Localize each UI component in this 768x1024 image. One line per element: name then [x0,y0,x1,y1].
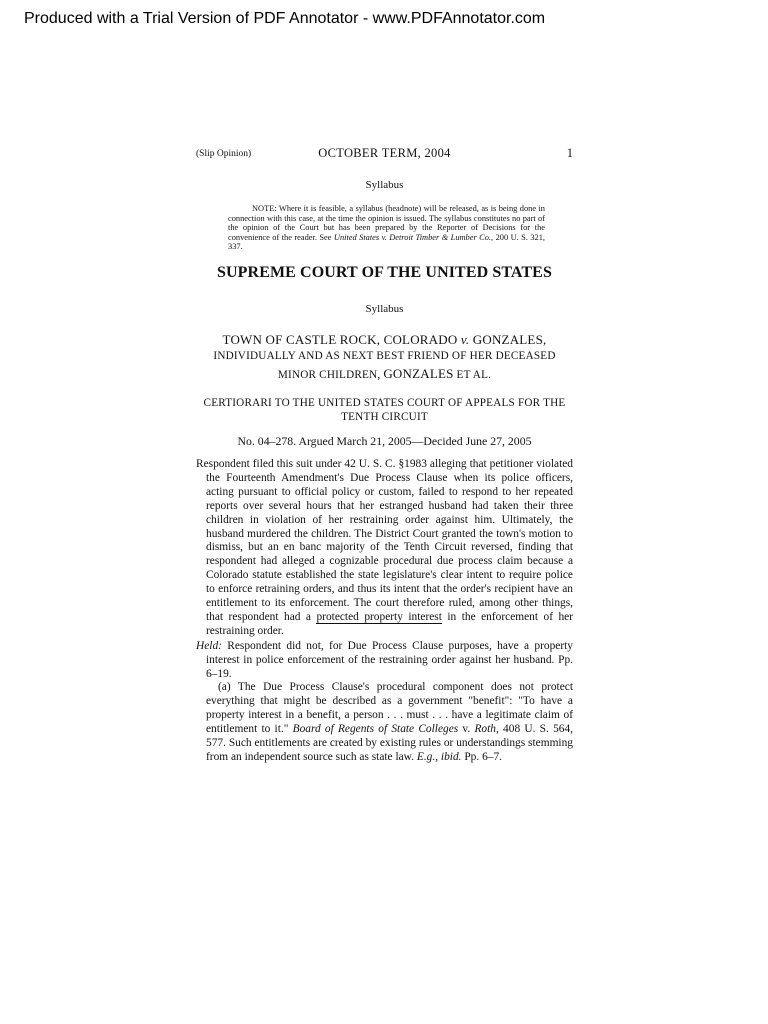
document-page [196,146,573,765]
caption-respondent: GONZALES, [469,331,547,347]
para-a-cite: Board of Regents of State Colleges [292,723,459,736]
para-a-v: v. [458,723,475,736]
para-a-pages: Pp. 6–7. [461,751,503,763]
underlined-annotation: protected property interest [316,610,442,623]
caption-line-1 [196,331,573,348]
caption-petitioner: TOWN OF CASTLE ROCK, COLORADO [222,331,461,347]
facts-text: Respondent filed this suit under 42 U. S. C. §1983 alleging that petitioner violated the Fourteenth Amendment's Due Process Clause when its police officers, acting pursuant to official policy or custom, failed to respond to her repeated reports over several hours that her estranged husband had taken their three children in violation of her restraining order against him. Ultimately, the husband murdered the children. The District Court granted the town's motion to dismiss, but an en banc majority of the Tenth Circuit reversed, finding that respondent had alleged a cognizable procedural due process claim because a Colorado statute established the state legislature's clear intent to require police to enforce retraining orders, and thus its intent that the order's recipient have an entitlement to its enforcement. The court therefore ruled, among other things, that respondent had a [196,457,573,623]
para-a-eg: E.g., ibid. [416,751,462,763]
page-header [196,146,573,164]
para-a-text: (a) The Due Process Clause's procedural component does not protect everything that might be described as a government "benefit": "To have a property interest in a benefit, a person . . . must . . . have a legitimate claim of entitlement to it." [206,681,573,736]
para-a-cite-2: Roth [474,723,496,736]
caption-line-3c: ET AL. [453,368,492,381]
caption-line-3b: GONZALES [383,365,454,381]
facts-text-end: in the enforcement of her restraining order. [206,610,574,637]
term-label: OCTOBER TERM, 2004 [318,146,451,160]
slip-opinion-label: (Slip Opinion) [196,149,252,159]
caption-line-3a: MINOR CHILDREN, [277,368,384,381]
syllabus-body [196,458,573,765]
court-title: SUPREME COURT OF THE UNITED STATES [217,263,552,281]
held-label: Held: [196,639,222,652]
paragraph-a [196,681,573,764]
caption-line-2: INDIVIDUALLY AND AS NEXT BEST FRIEND OF HER DECEASED [213,349,556,362]
page-number: 1 [566,146,573,160]
note-citation: United States v. Detroit Timber & Lumber Co. [333,232,492,242]
para-a-text-2: , 408 U. S. 564, 577. Such entitlements are created by existing rules or understandings stemming from an independent source such as state law. [206,723,574,763]
note-text: NOTE: Where it is feasible, a syllabus (headnote) will be released, as is being done in connection with this case, at the time the opinion is issued. The syllabus constitutes no part of the opinion of the Court but has been prepared by the Reporter of Decisions for the convenience of the reader. See [228,204,545,242]
caption-versus: v. [460,331,470,347]
watermark-banner: Produced with a Trial Version of PDF Annotator - www.PDFAnnotator.com [24,10,546,27]
syllabus-heading-top: Syllabus [365,179,404,191]
certiorari-line: CERTIORARI TO THE UNITED STATES COURT OF APPEALS FOR THE TENTH CIRCUIT [203,396,566,423]
docket-line: No. 04–278. Argued March 21, 2005—Decided June 27, 2005 [237,433,532,448]
note-citation-suffix: , 200 U. S. 321, 337. [228,232,545,252]
syllabus-heading: Syllabus [365,302,404,315]
case-caption [196,331,573,384]
paragraph-held [196,640,573,682]
held-text: Respondent did not, for Due Process Clause purposes, have a property interest in police enforcement of the restraining order against her husband. Pp. 6–19. [206,639,573,680]
paragraph-facts [196,458,573,639]
reporter-note [228,204,545,252]
caption-line-3 [196,365,573,384]
